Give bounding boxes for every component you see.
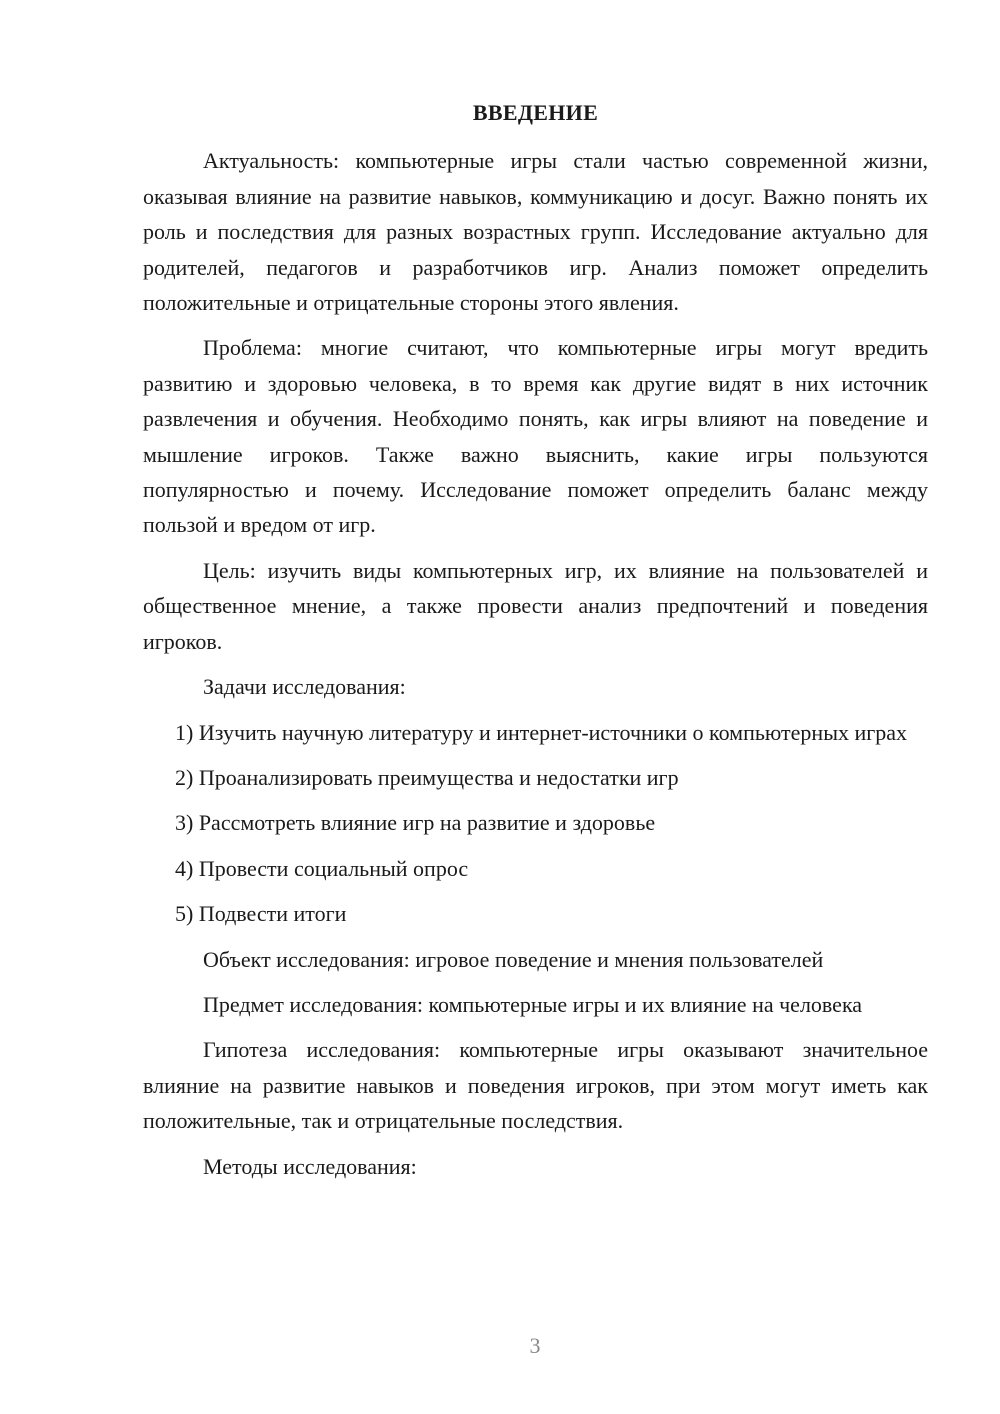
- page-title: ВВЕДЕНИЕ: [472, 100, 599, 125]
- task-item-3: 3) Рассмотреть влияние игр на развитие и здоровье: [175, 810, 656, 836]
- object-paragraph: Объект исследования: игровое поведение и мнения пользователей: [203, 946, 824, 972]
- task-item-4: 4) Провести социальный опрос: [175, 855, 469, 881]
- methods-heading: Методы исследования:: [203, 1153, 417, 1179]
- hypothesis-paragraph: Гипотеза исследования: компьютерные игры оказывают значительное влияние на развитие навыков и поведения игроков, при этом могут иметь как положительные, так и отрицательные последствия.: [143, 1037, 928, 1134]
- page-number: 3: [529, 1333, 541, 1358]
- problem-paragraph: Проблема: многие считают, что компьютерные игры могут вредить развитию и здоровью человека, в то время как другие видят в них источник развлечения и обучения. Необходимо понять, как игры влияют на поведение и мышление игроков. Также важно выяснить, какие игры пользуются популярностью и почему. Исследование поможет определить баланс между пользой и вредом от игр.: [143, 335, 928, 538]
- subject-paragraph: Предмет исследования: компьютерные игры и их влияние на человека: [203, 991, 863, 1017]
- relevance-paragraph: Актуальность: компьютерные игры стали частью современной жизни, оказывая влияние на развитие навыков, коммуникацию и досуг. Важно понять их роль и последствия для разных возрастных групп. Исследование актуально для родителей, педагогов и разработчиков игр. Анализ поможет определить положительные и отрицательные стороны этого явления.: [143, 148, 928, 316]
- document-page: [143, 95, 928, 1194]
- goal-paragraph: Цель: изучить виды компьютерных игр, их влияние на пользователей и общественное мнение, а также провести анализ предпочтений и поведения игроков.: [143, 557, 928, 654]
- task-item-1: 1) Изучить научную литературу и интернет-источники о компьютерных играх: [175, 719, 908, 745]
- task-item-5: 5) Подвести итоги: [175, 901, 347, 927]
- task-item-2: 2) Проанализировать преимущества и недостатки игр: [175, 764, 679, 790]
- tasks-heading: Задачи исследования:: [203, 674, 406, 700]
